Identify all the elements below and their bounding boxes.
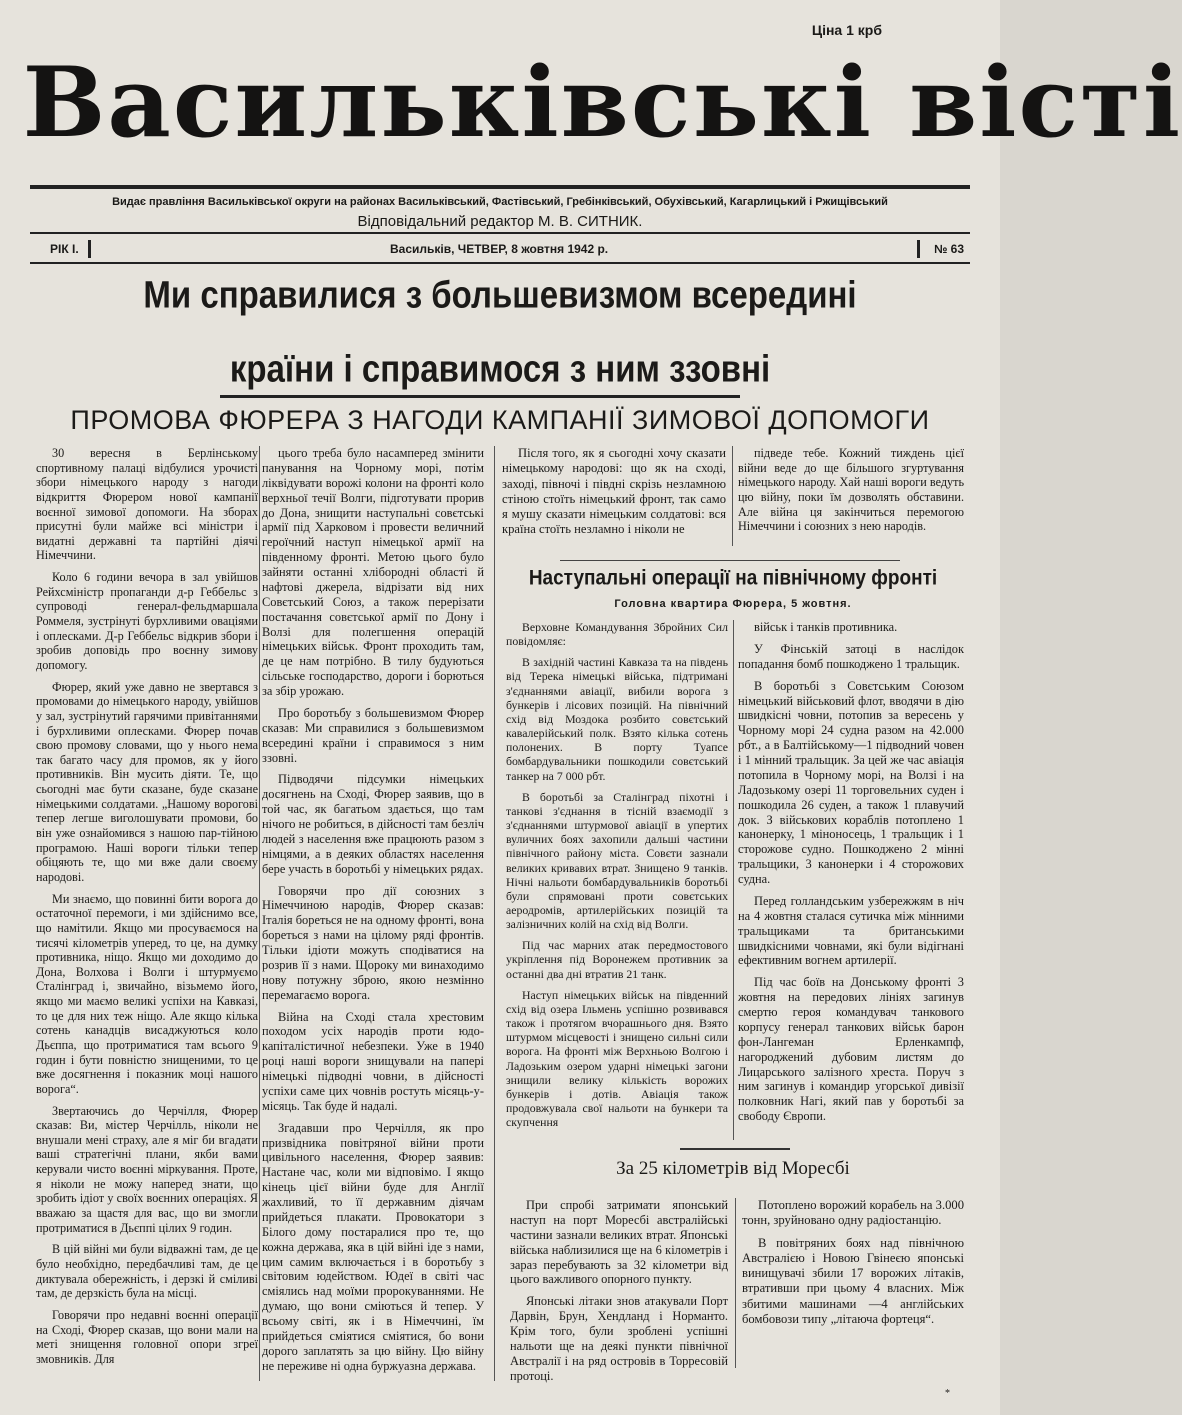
column-divider	[494, 446, 495, 1381]
paragraph: Верховне Командування Збройних Сил повідомляє:	[506, 620, 728, 649]
article-column-4	[738, 446, 964, 541]
section-subtitle: Головна квартира Фюрера, 5 жовтня.	[614, 598, 852, 610]
paragraph: 30 вересня в Берлінському спортивному палаці відбулися урочисті збори німецького народу з нагоди відкриття Фюрером нової кампанії воєнної зимової допомоги. На зборах присутні були майже всі міністри і видатні державні та партійні діячі Німеччини.	[36, 446, 258, 563]
masthead-rule	[30, 185, 970, 189]
publisher-line: Видає правління Васильківської округи на районах Васильківський, Фастівський, Гребінківський, Обухівський, Кагарлицький і Ржищівський	[112, 196, 888, 208]
divider	[88, 240, 91, 258]
section-title-north-front: Наступальні операції на північному фронті	[528, 566, 938, 590]
paragraph: В цій війні ми були відважні там, де це було необхідно, передбачливі там, де це диктувала обережність, і дерзкі й сміливі там, де дерзкість була на місці.	[36, 1242, 258, 1301]
paragraph: В боротьбі за Сталінград піхотні і танкові з'єднання в тісній взаємодії з з'єднаннями штурмової авіації в упертих вуличних боях захопили дальші частини північного району міста. Совєти зазнали великих кривавих втрат. Знищено 9 танків. Нічні нальоти бомбардувальників боротьбі були спрямовані проти совєтських аеродромів, артилерійських позицій та залізничних колій на схід від Волги.	[506, 789, 728, 932]
paragraph: Говорячи про недавні воєнні операції на Сході, Фюрер сказав, що вони мали на меті знищення головної опори згреї змовників. Для	[36, 1307, 258, 1366]
paragraph: Говорячи про дії союзних з Німеччиною народів, Фюрер сказав: Італія бореться не на одному фронті, вона бореться з нами на цілому ряді фронтів. Тільки ідіоти можуть сподіватися на розрив її з нами. Щороку ми винаходимо нову потужну зброю, якою незмінно перемагаємо ворога.	[262, 883, 484, 1002]
year-label: РІК І.	[50, 242, 79, 256]
paragraph: У Фінській затоці в наслідок попадання бомб пошкоджено 1 тральщик.	[738, 641, 964, 671]
moresby-column-1	[510, 1198, 728, 1391]
divider	[917, 240, 920, 258]
paragraph: Коло 6 години вечора в зал увійшов Рейхсміністр пропаганди д-р Геббельс з супроводі генерал-фельдмаршала Роммеля, зустрінуті бурхливими оваціями і оплесками. Д-р Геббельс відкрив збори і зробив доповідь про воєнну зимову допомогу.	[36, 570, 258, 672]
north-front-column-2	[738, 620, 964, 1131]
moresby-column-2	[742, 1198, 964, 1334]
paragraph: Підводячи підсумки німецьких досягнень на Сході, Фюрер заявив, що в той час, як багатьом здається, що там нічого не робиться, в дійсності там безліч людей з населення вже працюють разом з німцями, а в деяких областях населення бере участь в боротьбі у німецьких рядах.	[262, 772, 484, 876]
price: Ціна 1 крб	[811, 22, 882, 38]
paragraph: Під час боїв на Донському фронті 3 жовтня на передових лініях загинув смертю героя командувач танкового корпусу генерал танкових військ барон фон-Лангеман Ерленкампф, нагороджений дубовим листям до Лицарського залізного хреста. Поруч з ним загинув і командир угорської дивізії полковник Нагі, який пав у боротьбі за свободу Європи.	[738, 975, 964, 1124]
section-rule	[560, 560, 900, 561]
headline-line-2: країни і справимося з ним ззовні	[229, 347, 771, 390]
paragraph: В боротьбі з Совєтським Союзом німецький військовий флот, вводячи в дію швидкісні човни, потопив за вересень у Чорному морі 24 судна разом на 42.000 рбт., а в Балтійському—1 підводний човен і 1 мінний тральщик. За цей же час авіація потопила в Чорному морі, на Волзі і на Ладозькому озері 11 торговельних суден і пошкодила 26 суден, а також 1 плавучий док. З військових кораблів потоплено 1 канонерку, 1 міноносець, 1 тральщик і 1 сторожове судно. Пошкоджено 2 мінні тральщики, 3 канонерки і 4 сторожових судна.	[738, 678, 964, 886]
paragraph: Перед голландським узбережжям в ніч на 4 жовтня сталася сутичка між мінними тральщиками та британськими швидкісними човнами, які були відігнані ефективним вогнем артилерії.	[738, 893, 964, 968]
footer-mark: *	[945, 1388, 950, 1399]
paragraph: Японські літаки знов атакували Порт Дарвін, Брун, Хендланд і Норманто. Крім того, були зроблені успішні нальоти ще на деякі пункти північної Австралії і на ряд островів в Торресовій протоці.	[510, 1294, 728, 1383]
editor-line: Відповідальний редактор М. В. СИТНИК.	[357, 213, 643, 230]
paragraph: Ми знаємо, що повинні бити ворога до остаточної перемоги, і ми здійснимо все, що намітили. Якщо ми просуваємося на тисячі кілометрів уперед, то це, на думку противника, ніщо. Якщо ми доходимо до Дона, Волхова і Волги і штурмуємо Сталінград і, звичайно, візьмемо його, якщо ми маємо великі успіхи на Кавказі, то це для них теж ніщо. Але якщо кілька сотень канадців висаджуються коло Дьєппа, що протриматися там всього 9 годин і бути повністю знищеними, то це вже досягнення і показник моці нашого ворога“.	[36, 891, 258, 1096]
column-divider	[733, 620, 734, 1140]
paragraph: Фюрер, який уже давно не звертався з промовами до німецького народу, увійшов у зал, зустрінутий гарячими привітаннями і бурхливими оплесками. Фюрер почав свою промову словами, що у нього нема так багато часу для промов, як у його противників. Він мусить діяти. Те, що сьогодні має бути сказане, буде сказане німецькими солдатами. „Нашому ворогові тепер легше виголошувати промови, бо він уже ознайомився з нашою пар-тійною програмою. Наші вороги тільки тепер обіцяють те, що ми вже дали своєму народові.	[36, 679, 258, 884]
column-divider	[259, 446, 260, 1381]
paragraph: Під час марних атак передмостового укріплення під Воронежем противник за останні два дні втратив 21 танк.	[506, 938, 728, 981]
section-title-moresby: За 25 кілометрів від Моресбі	[616, 1158, 850, 1179]
paragraph: Наступ німецьких військ на південний схід від озера Ільмень успішно розвивався також і протягом вчорашнього дня. Взято штурмом місцевості і знищено сильні сили ворога. На фронті між Верхньою Волгою і Ладозьким озером ударні німецькі загони знищили велику кількість ворожих бункерів і дотів. Авіація також продовжувала свої нальоти на бункери та скупчення	[506, 987, 728, 1130]
paragraph: Про боротьбу з большевизмом Фюрер сказав: Ми справилися з большевизмом всередині країни і справимося з ним ззовні.	[262, 705, 484, 765]
masthead-title: Васильківські вісті	[22, 46, 1182, 159]
paragraph: підведе тебе. Кожний тиждень цієї війни веде до ще більшого згуртування німецького народу. Хай наші вороги ведуть цю війну, поки їм дозволять обставини. Але війна ця закінчиться перемогою Німеччини і союзних з нею народів.	[738, 446, 964, 534]
header-rule	[30, 232, 970, 234]
headline-rule	[220, 395, 740, 398]
section-rule	[680, 1148, 790, 1150]
article-column-3	[502, 446, 726, 545]
paragraph: Після того, як я сьогодні хочу сказати німецькому народові: що як на сході, заході, півночі і півдні скрізь незламною стіною стоїть німецький фронт, так само я мушу сказати німецьким солдатові: вся країна стоїть незламно і ніколи не	[502, 446, 726, 537]
dateline-bar	[30, 240, 970, 262]
paragraph: цього треба було насамперед змінити панування на Чорному морі, потім ліквідувати ворожі колони на фронті коло верхньої течії Волги, підготувати прорив до Дона, знищити наступальні совєтські армії під Харковом і провести величний героїчний наступ німецької армії на південному фронті. Метою цього було зайняти останні хлібородні області й нафтові джерела, відрізати від них Совєтський Союз, а також перерізати постачання совєтської армії по Дону і Волзі для полегшення операцій німецьких військ. Фронт проходить там, де це нам потрібно. В тилу будуються сільське господарство, дороги і борються за збір урожаю.	[262, 446, 484, 698]
paragraph: При спробі затримати японський наступ на порт Моресбі австралійські частини зазнали великих втрат. Японські війська наблизилися ще на 6 кілометрів і зараз перебувають за 32 кілометри від цього важливого опорного пункту.	[510, 1198, 728, 1287]
article-subhead: ПРОМОВА ФЮРЕРА З НАГОДИ КАМПАНІЇ ЗИМОВОЇ ДОПОМОГИ	[70, 405, 930, 435]
column-divider	[735, 1198, 736, 1368]
paragraph: Згадавши про Черчілля, як про призвідника повітряної війни проти цивільного населення, Фюрер заявив: Настане час, коли ми відповімо. І якщо кінець цієї війни буде для Англії жахливий, то її державним діячам прийдеться плакати. Провокатори з Білого дому постаралися про те, що кожна держава, яка в цій війні іде з нами, цим самим включається і в боротьбу з світовим юдейством. Юдеї в світі час сміялись над моїми пророкуваннями. Не думаю, що вони сміються й тепер. У всьому світі, як і в Німеччині, їм прийдеться сміятися сміятися, бо вони дорого заплатять за цю війну. Цю війну не переживе ні одна буржуазна держава.	[262, 1120, 484, 1373]
date-label: Васильків, ЧЕТВЕР, 8 жовтня 1942 р.	[390, 242, 609, 256]
paragraph: Потоплено ворожий корабель на 3.000 тонн, зруйновано одну радіостанцію.	[742, 1198, 964, 1228]
north-front-column-1	[506, 620, 728, 1136]
column-divider	[732, 446, 733, 546]
article-column-1	[36, 446, 258, 1373]
paragraph: В повітряних боях над північною Австралією і Новою Гвінеєю японські винищувачі збили 17 ворожих літаків, втративши при цьому 4 власних. Між збитими машинами —4 англійських бомбовози типу „літаюча фортеця“.	[742, 1235, 964, 1327]
paragraph: Війна на Сході стала хрестовим походом усіх народів проти юдо-капіталістичної небезпеки. Уже в 1940 році наші вороги знищували на папері німецькі підводні човни, в дійсності успіхи саме цих човнів ростуть місяць-у-місяць. Так буде й надалі.	[262, 1009, 484, 1113]
paragraph: військ і танків противника.	[754, 620, 898, 634]
header-rule	[30, 262, 970, 264]
paragraph: Звертаючись до Черчілля, Фюрер сказав: Ви, містер Черчілль, ніколи не внушали мені страху, але я міг би вгадати ваші стратегічні плани, якби вами керували чисто воєнні міркування. Проте, я ніколи не можу наперед знати, що зробить ідіот у своїх воєнних операціях. Я вважаю за щастя для вас, що ви змогли протриматися в Дьєппі цілих 9 годин.	[36, 1103, 258, 1235]
issue-number: № 63	[933, 242, 964, 256]
headline-line-1: Ми справилися з большевизмом всередині	[143, 273, 857, 316]
paragraph: В західній частині Кавказа та на південь від Терека німецькі війська, підтримані з'єднаннями авіації, вибили ворога з бункерів і лісових позицій. На північний схід від Моздока розбито совєтський кавалерійський полк. Взято кілька сотень полонених. В порту Туапсе бомбардувальники пошкодили совєтський танкер на 7 000 рбт.	[506, 655, 728, 783]
article-column-2	[262, 446, 484, 1381]
